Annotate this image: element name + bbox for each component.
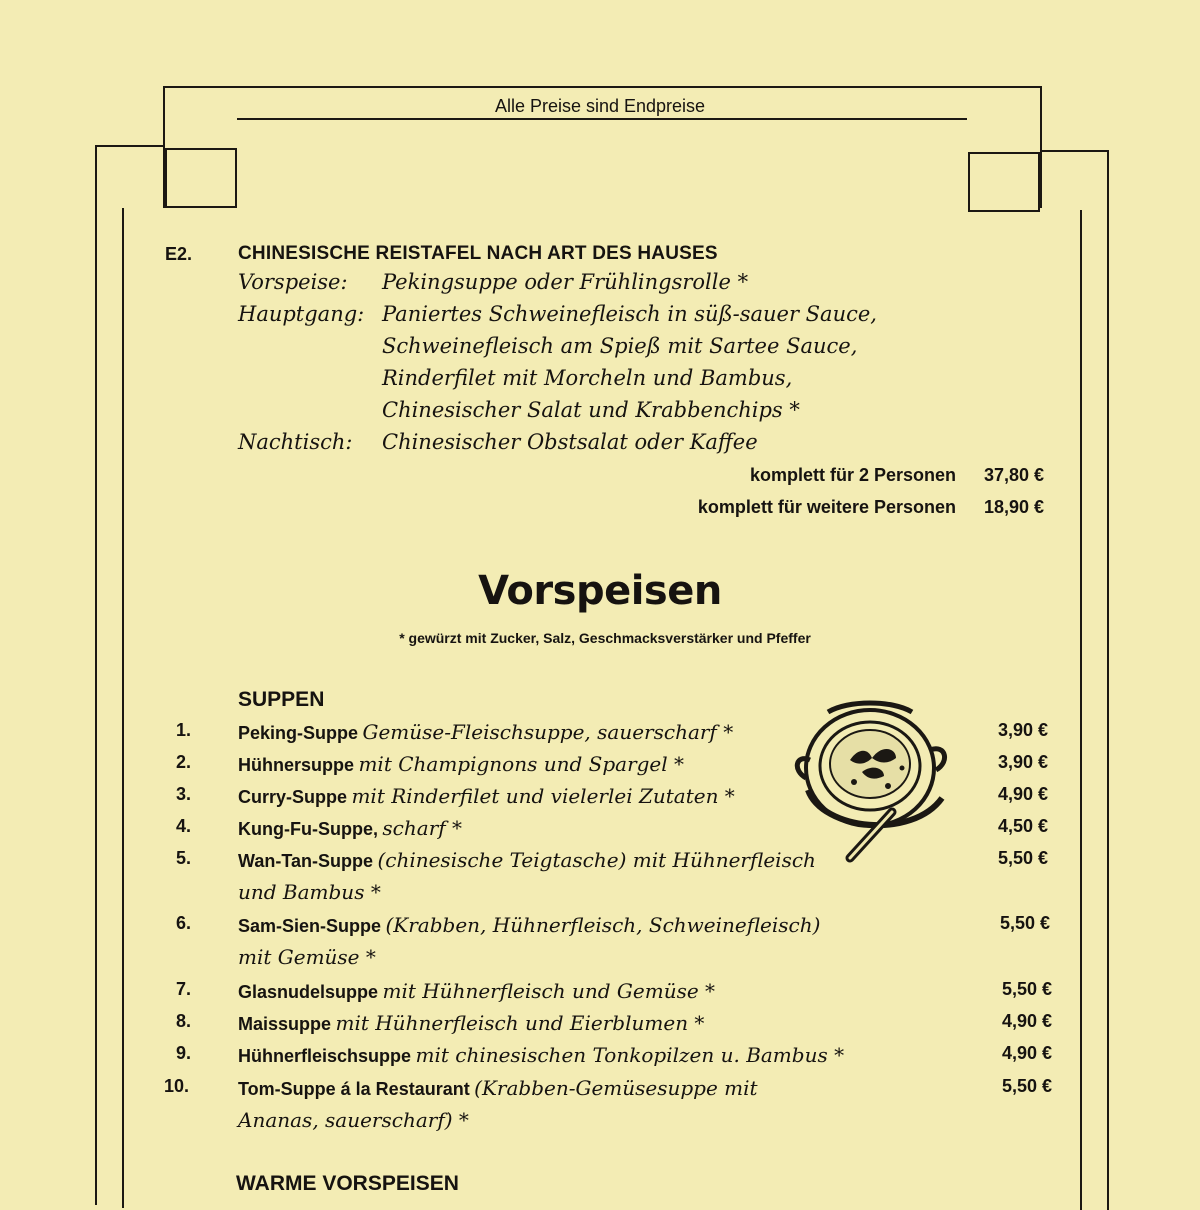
course-label: Nachtisch:: [238, 430, 353, 454]
item-number: 6.: [175, 913, 191, 933]
item-price: 4,90 €: [1001, 1043, 1052, 1063]
item-price: 5,50 €: [1001, 979, 1052, 999]
item-description: Gemüse-Fleischsuppe, sauerscharf *: [362, 720, 734, 744]
suppen-heading: SUPPEN: [238, 688, 325, 711]
item-line: [238, 720, 733, 744]
item-line: [238, 752, 684, 776]
item-price: 4,90 €: [1001, 1011, 1052, 1031]
item-description: scharf *: [382, 816, 463, 840]
frame-line: [95, 145, 97, 1205]
frame-corner: [165, 148, 237, 208]
item-number: 8.: [175, 1011, 191, 1031]
frame-corner: [968, 152, 1040, 212]
item-description: mit Rinderfilet und vielerlei Zutaten *: [351, 784, 735, 808]
item-description: mit Hühnerfleisch und Gemüse *: [382, 979, 716, 1003]
item-number: 2.: [175, 752, 191, 772]
item-number: 4.: [175, 816, 191, 836]
seasoning-note: * gewürzt mit Zucker, Salz, Geschmacksverstärker und Pfeffer: [399, 630, 811, 646]
price-label: komplett für weitere Personen: [697, 497, 956, 517]
course-text: Pekingsuppe oder Frühlingsrolle *: [382, 270, 749, 294]
item-line: [238, 784, 735, 808]
item-line: [238, 979, 715, 1003]
price-label: komplett für 2 Personen: [749, 465, 956, 485]
menu-code: E2.: [165, 244, 193, 264]
item-name: Curry-Suppe: [238, 787, 348, 807]
item-price: 4,50 €: [997, 816, 1048, 836]
course-label: Vorspeise:: [238, 270, 348, 294]
item-description-cont: und Bambus *: [238, 880, 381, 904]
course-text: Chinesischer Obstsalat oder Kaffee: [382, 430, 758, 454]
item-number: 3.: [175, 784, 191, 804]
section-title: Vorspeisen: [478, 568, 722, 614]
item-price: 4,90 €: [997, 784, 1048, 804]
price-value: 37,80 €: [983, 465, 1044, 485]
warme-vorspeisen-heading: WARME VORSPEISEN: [236, 1172, 459, 1195]
frame-line: [1040, 150, 1108, 152]
course-text: Rinderfilet mit Morcheln und Bambus,: [382, 366, 793, 390]
course-text: Paniertes Schweinefleisch in süß-sauer Sauce,: [382, 302, 877, 326]
item-name: Hühnerfleischsuppe: [238, 1046, 412, 1066]
item-description-cont: Ananas, sauerscharf) *: [238, 1108, 469, 1132]
course-text: Schweinefleisch am Spieß mit Sartee Sauce,: [382, 334, 858, 358]
item-line: [238, 913, 820, 937]
item-name: Wan-Tan-Suppe: [238, 851, 373, 871]
frame-line: [163, 86, 1041, 88]
item-price: 5,50 €: [999, 913, 1050, 933]
item-number: 1.: [175, 720, 191, 740]
item-number: 7.: [175, 979, 191, 999]
frame-line: [1107, 150, 1109, 1210]
item-name: Hühnersuppe: [238, 755, 355, 775]
price-line: [750, 465, 1044, 486]
item-number: 5.: [175, 848, 191, 868]
item-name: Maissuppe: [238, 1014, 332, 1034]
item-description: (Krabben, Hühnerfleisch, Schweinefleisch): [385, 913, 821, 937]
item-number: 10.: [163, 1076, 189, 1096]
item-line: [238, 1076, 758, 1100]
special-title: CHINESISCHE REISTAFEL NACH ART DES HAUSES: [238, 243, 718, 264]
price-value: 18,90 €: [983, 497, 1044, 517]
item-description: mit chinesischen Tonkopilzen u. Bambus *: [415, 1043, 845, 1067]
item-description: (chinesische Teigtasche) mit Hühnerfleisch: [377, 848, 816, 872]
frame-line: [95, 145, 163, 147]
item-description: mit Hühnerfleisch und Eierblumen *: [335, 1011, 705, 1035]
item-line: [238, 816, 462, 840]
item-name: Kung-Fu-Suppe,: [238, 819, 378, 839]
frame-line: [237, 118, 967, 120]
item-description: mit Champignons und Spargel *: [358, 752, 685, 776]
price-line: [698, 497, 1044, 518]
item-name: Peking-Suppe: [238, 723, 359, 743]
item-name: Glasnudelsuppe: [238, 982, 379, 1002]
soup-bowl-illustration: [792, 690, 962, 880]
frame-line: [122, 208, 124, 1208]
item-description: (Krabben-Gemüsesuppe mit: [474, 1076, 758, 1100]
item-price: 3,90 €: [997, 752, 1048, 772]
course-text: Chinesischer Salat und Krabbenchips *: [382, 398, 800, 422]
item-name: Sam-Sien-Suppe: [238, 916, 382, 936]
item-price: 5,50 €: [997, 848, 1048, 868]
item-description-cont: mit Gemüse *: [238, 945, 376, 969]
frame-line: [1080, 210, 1082, 1210]
item-price: 5,50 €: [1001, 1076, 1052, 1096]
item-name: Tom-Suppe á la Restaurant: [238, 1079, 470, 1099]
prices-note: Alle Preise sind Endpreise: [494, 96, 706, 116]
item-price: 3,90 €: [997, 720, 1048, 740]
item-number: 9.: [175, 1043, 191, 1063]
item-line: [238, 1011, 704, 1035]
course-label: Hauptgang:: [238, 302, 365, 326]
item-line: [238, 1043, 844, 1067]
item-line: [238, 848, 816, 872]
